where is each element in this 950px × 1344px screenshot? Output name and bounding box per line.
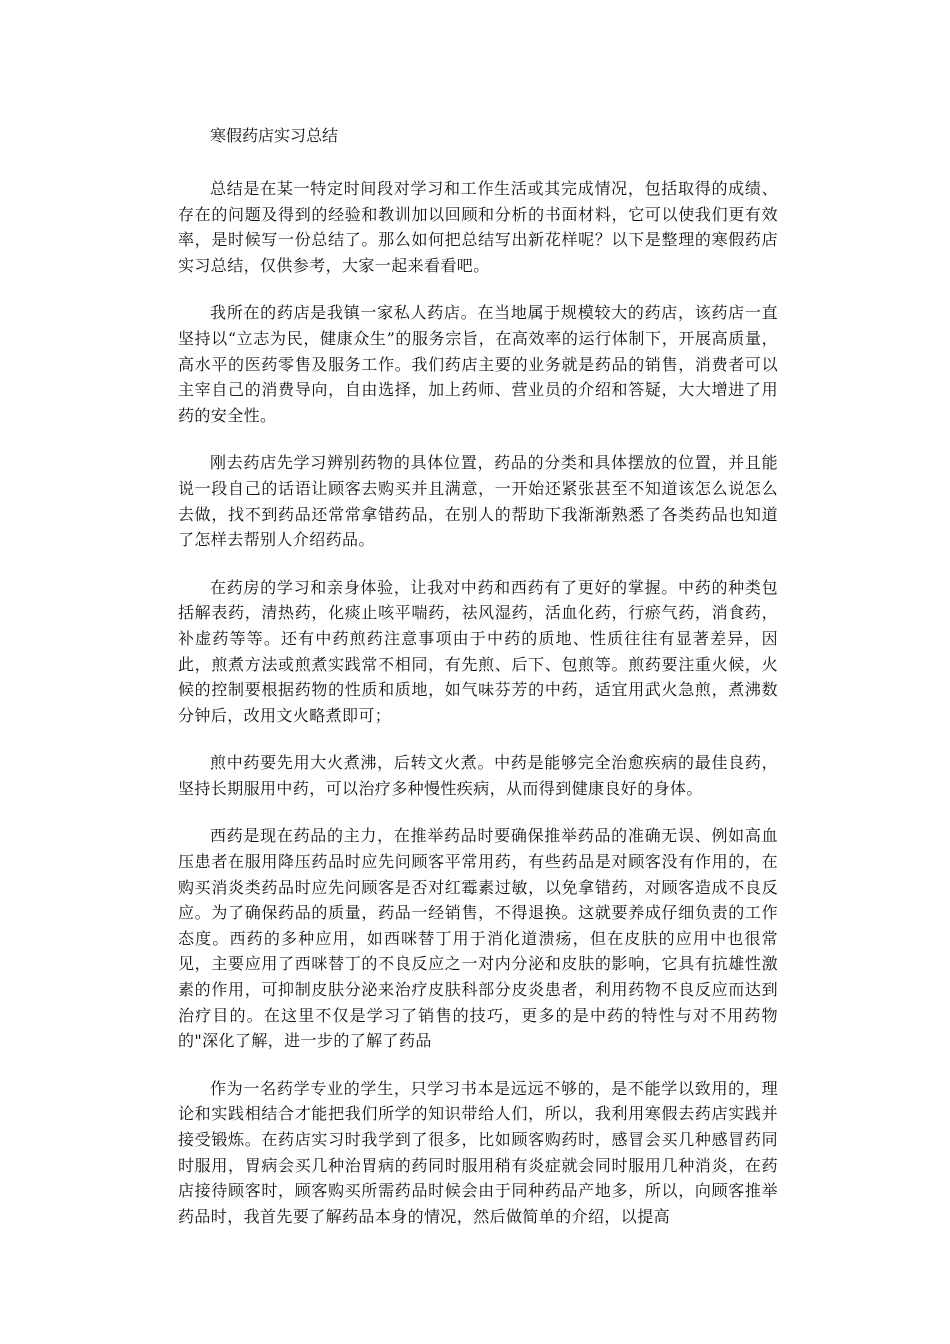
document-title: 寒假药店实习总结 (210, 126, 339, 145)
paragraph-first-days: 刚去药店先学习辨别药物的具体位置，药品的分类和具体摆放的位置，并且能说一段自己的话语让顾客去购买并且满意，一开始还紧张甚至不知道该怎么说怎么去做，找不到药品还常常拿错药品，在别人的帮助下我渐渐熟悉了各类药品也知道了怎样去帮别人介绍药品。 (178, 453, 778, 550)
paragraph-chinese-medicine: 在药房的学习和亲身体验，让我对中药和西药有了更好的掌握。中药的种类包括解表药，清热药，化痰止咳平喘药，祛风湿药，活血化药，行瘀气药，消食药，补虚药等等。还有中药煎药注意事项由于中药的质地、性质往往有显著差异，因此，煎煮方法或煎煮实践常不相同，有先煎、后下、包煎等。煎药要注重火候，火候的控制要根据药物的性质和质地，如气味芬芳的中药，适宜用武火急煎，煮沸数分钟后，改用文火略煮即可； (178, 577, 778, 725)
paragraph-intro: 总结是在某一特定时间段对学习和工作生活或其完成情况，包括取得的成绩、存在的问题及得到的经验和教训加以回顾和分析的书面材料，它可以使我们更有效率，是时候写一份总结了。那么如何把总结写出新花样呢？以下是整理的寒假药店实习总结，仅供参考，大家一起来看看吧。 (178, 179, 778, 275)
document-page (178, 118, 778, 1229)
paragraph-western-medicine: 西药是现在药品的主力，在推举药品时要确保推举药品的准确无误、例如高血压患者在服用降压药品时应先问顾客平常用药，有些药品是对顾客没有作用的，在购买消炎类药品时应先问顾客是否对红霉素过敏，以免拿错药，对顾客造成不良反应。为了确保药品的质量，药品一经销售，不得退换。这就要养成仔细负责的工作态度。西药的多种应用，如西咪替丁用于消化道溃疡，但在皮肤的应用中也很常见，主要应用了西咪替丁的不良反应之一对内分泌和皮肤的影响，它具有抗雄性激素的作用，可抑制皮肤分泌来治疗皮肤科部分皮炎患者，利用药物不良反应而达到治疗目的。在这里不仅是学习了销售的技巧，更多的是中药的特性与对不用药物的"深化了解，进一步的了解了药品 (178, 826, 778, 1051)
paragraph-pharmacy-overview: 我所在的药店是我镇一家私人药店。在当地属于规模较大的药店，该药店一直坚持以“立志为民，健康众生”的服务宗旨，在高效率的运行体制下，开展高质量，高水平的医药零售及服务工作。我们药店主要的业务就是药品的销售，消费者可以主宰自己的消费导向，自由选择，加上药师、营业员的介绍和答疑，大大增进了用药的安全性。 (178, 303, 778, 425)
paragraph-decoction: 煎中药要先用大火煮沸，后转文火煮。中药是能够完全治愈疾病的最佳良药，坚持长期服用中药，可以治疗多种慢性疾病，从而得到健康良好的身体。 (178, 753, 778, 798)
paragraph-practice: 作为一名药学专业的学生，只学习书本是远远不够的，是不能学以致用的，理论和实践相结合才能把我们所学的知识带给人们，所以，我利用寒假去药店实践并接受锻炼。在药店实习时我学到了很多，比如顾客购药时，感冒会买几种感冒药同时服用，胃病会买几种治胃病的药同时服用稍有炎症就会同时服用几种消炎，在药店接待顾客时，顾客购买所需药品时候会由于同种药品产地多，所以，向顾客推举药品时，我首先要了解药品本身的情况，然后做简单的介绍，以提高 (178, 1078, 778, 1226)
